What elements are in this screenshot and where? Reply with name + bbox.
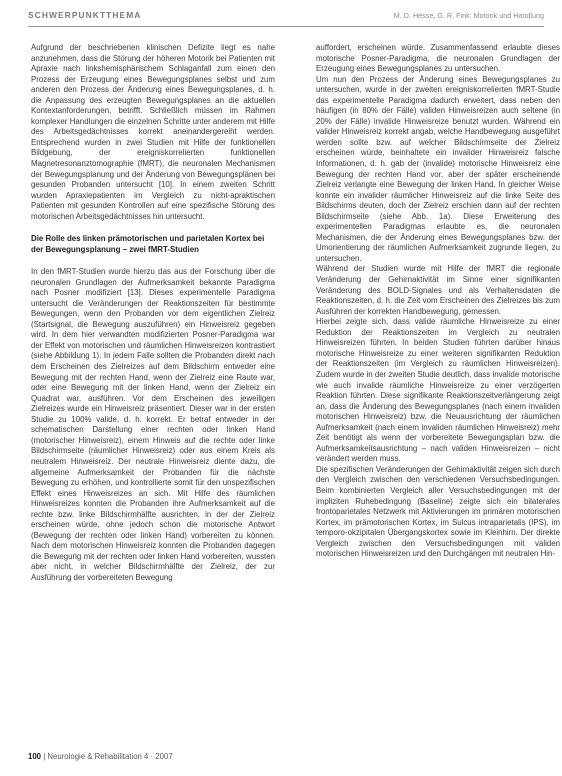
body-paragraph: Hierbei zeigte sich, dass valide räumliche Hinweisreize zu einer Reduktion der Reaktionszeiten im Vergleich zu neutralen Hinweisreizen führten. In beiden Studien führten darüber hinaus motorische Hinweisreize zu einer weiteren signifikanten Reduktion der Reaktionszeiten (im Vergleich zu räumlichen Hinweisreizen). Zudem wurde in der zweiten Studie deutlich, dass invalide motorische wie auch invalide räumliche Hinweisreize zu einer verzögerten Reaktion führten. Diese signifikante Reaktionszeitverlängerung zeigt an, dass die Änderung des Bewegungsplanes (nach einem invaliden motorischen Hinweisreiz) bzw. die Neuausrichtung der räumlichen Aufmerksamkeit (nach einem invaliden räumlichen Hinweisreiz) mehr Zeit benötigt als wenn der vorbereitete Bewegungsplan bzw. die Aufmerksamkeitsausrichtung – nach validen Hinweisreizen – nicht verändert werden muss. [316,317,560,464]
page-number: 100 [28,752,42,761]
body-paragraph: Aufgrund der beschriebenen klinischen Defizite liegt es nahe anzunehmen, dass die Störung der höheren Motorik bei Patienten mit Apraxie nach linkshemisphärischem Schlaganfall zum einen den Prozess der Erzeugung eines Bewegungsplanes selbst und zum anderen den Prozess der Änderung eines Bewegungsplanes, d. h. die Anpassung des erzeugten Bewegungsplanes an die aktuellen Kontextanforderungen, betrifft. Schließlich müssen im Rahmen komplexer Handlungen die einzelnen Schritte unter anderem mit Hilfe des Arbeitsgedächtnisses korrekt aneinandergereiht werden. Entsprechend wurden in zwei Studien mit Hilfe der funktionellen Bildgebung, der ereigniskorrelierten funktionellen Magnetresonanztomographie (fMRT), die neuronalen Mechanismen der Bewegungsplanung und der Änderung von Bewegungsplänen bei gesunden Probanden untersucht [10]. In einem zweiten Schritt wurden Apraxiepatienten im Vergleich zu nicht-apraktischen Patienten mit gesunden Kontrollen auf eine spezifische Störung des motorischen Arbeitsgedächtnisses hin untersucht. [31,43,275,221]
section-tag: SCHWERPUNKTTHEMA [28,10,142,20]
page-header [28,10,544,27]
body-paragraph: Die spezifischen Veränderungen der Gehirnaktivität zeigen sich durch den Vergleich zwischen den verschiedenen Versuchsbedingungen. Beim kombinierten Vergleich aller Versuchsbedingungen mit der impliziten Ruhebedingung (Baseline) zeigte sich ein bilaterales frontoparietales Netzwerk mit Aktivierungen im primären motorischen Kortex, im prämotorischen Kortex, im Sulcus intraparietalis (IPS), im temporo-okzipitalen Übergangskortex sowie im Kleinhirn. Der direkte Vergleich zwischen den Versuchsbedingungen mit validen motorischen Hinweisreizen und den Durchgängen mit neutralen Hin- [316,464,560,559]
section-subheading: Die Rolle des linken prämotorischen und parietalen Kortex bei der Bewegungsplanung – zwei fMRT-Studien [31,234,265,254]
journal-name: Neurologie & Rehabilitation 4 · 2007 [47,752,173,761]
footer-separator: | [43,752,48,761]
body-paragraph: Um nun den Prozess der Änderung eines Bewegungsplanes zu untersuchen, wurde in der zweiten ereigniskorrelierten fMRT-Studie das experimentelle Paradigma dadurch erweitert, dass neben den häufigen (in 80% der Fälle) validen Hinweisreizen auch seltene (in 20% der Fälle) invalide Hinweisreize benutzt wurden. Während ein valider Hinweisreiz korrekt angab, welche Handbewegung ausgeführt werden sollte bzw. auf welcher Bildschirmseite der Zielreiz erscheinen würde, beinhaltete ein invalider Hinweisreiz falsche Informationen, d. h. gab der (invalide) motorische Hinweisreiz eine Bewegung der rechten Hand vor, aber der später erscheinende Zielreiz verlangte eine Bewegung der linken Hand. In gleicher Weise konnte ein invalider räumlicher Hinweisreiz auf die linke Seite des Bildschirms deuten, doch der Zielreiz erschien dann auf der rechten Bildschirmseite (siehe Abb. 1a). Diese Erweiterung des experimentellen Paradigmas erlaubte es, die neuronalen Mechanismen, die der Änderung eines Bewegungsplanes bzw. der Umorientierung der räumlichen Aufmerksamkeit zugrunde liegen, zu untersuchen. [316,74,560,263]
running-head-authors: M. D. Hesse, G. R. Fink: Motorik und Handlung [393,11,544,20]
body-paragraph: Während der Studien wurde mit Hilfe der fMRT die regionale Veränderung der Gehirnaktivität im Sinne einer signifikanten Veränderung des BOLD-Signales und als Verhaltensdaten die Reaktionszeiten, d. h. die Zeit vom Erscheinen des Zielreizes bis zum Ausführen der korrekten Handbewegung, gemessen. [316,264,560,316]
page-footer [28,752,173,761]
left-column [31,43,275,584]
body-paragraph: In den fMRT-Studien wurde hierzu das aus der Forschung über die neuronalen Grundlagen der Aufmerksamkeit bekannte Paradigma nach Posner modifiziert [13]. Dieses experimentelle Paradigma untersucht die Veränderungen der Reaktionszeiten für bestimmte Bewegungen, wenn den Probanden vor dem eigentlichen Zielreiz (Startsignal, die Bewegung auszuführen) ein Hinweisreiz gegeben wird. In dem hier verwandten modifizierten Posner-Paradigma war der Effekt von motorischen und räumlichen Hinweisreizen kontrastiert (siehe Abbildung 1). In jedem Falle sollten die Probanden direkt nach dem Erscheinen des Zielreizes auf dem Bildschirm entweder eine Bewegung mit der rechten Hand, wenn der Zielreiz eine Raute war, oder eine Bewegung mit der linken Hand, wenn der Zielreiz ein Quadrat war, ausführen. Vor dem Erscheinen des jeweiligen Zielreizes wurde ein Hinweisreiz präsentiert. Dieser war in der ersten Studie zu 100% valide, d. h. korrekt. Er betraf entweder in der schematischen Darstellung einer rechten oder linken Hand (motorischer Hinweisreiz), einem Hinweis auf die rechte oder linke Bildschirmseite (räumlicher Hinweisreiz) oder aus einem Kreis als neutralem Hinweisreiz. Der neutrale Hinweisreiz diente dazu, die allgemeine Aufmerksamkeit der Probanden für die nächste Bewegung zu erhöhen, und kontrollierte somit für den unspezifischen Effekt eines Hinweisreizes an sich. Mit Hilfe des räumlichen Hinweisreizes konnten die Probanden ihre Aufmerksamkeit auf die rechte bzw. linke Bildschirmhälfte ausrichten, in der der Zielreiz erscheinen würde, ohne jedoch schon die motorische Antwort (Bewegung der rechten oder linken Hand) vorbereiten zu können. Nach dem motorischen Hinweisreiz konnten die Probanden dagegen die Bewegung mit der rechten oder linken Hand vorbereiten, wussten aber nicht, in welcher Bildschirmhälfte der Zielreiz, der zur Ausführung der vorbereiteten Bewegung [31,267,275,582]
body-paragraph: auffordert, erscheinen würde. Zusammenfassend erlaubte dieses motorische Posner-Paradigma, die neuronalen Grundlagen der Erzeugung eines Bewegungsplanes zu untersuchen. [316,43,560,74]
right-column [316,43,560,560]
